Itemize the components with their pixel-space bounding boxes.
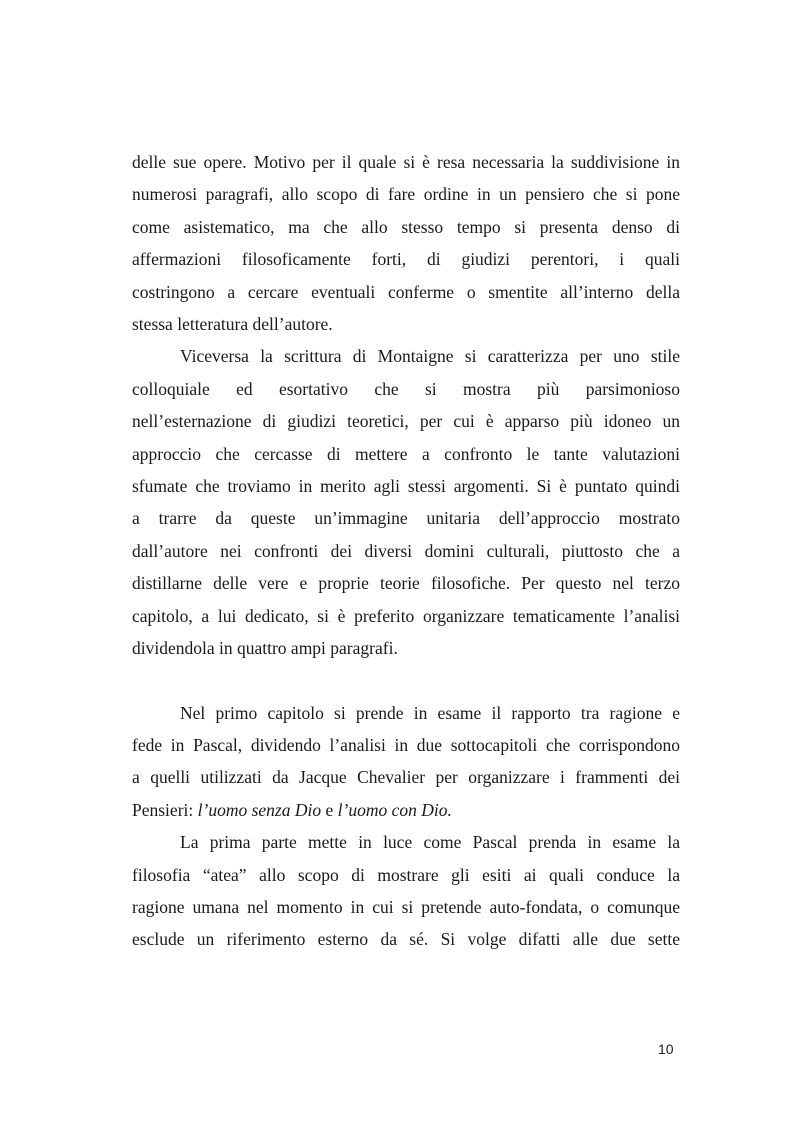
text-line: affermazioni filosoficamente forti, di giudizi perentori, i quali [132,249,680,270]
text-line: La prima parte mette in luce come Pascal prenda in esame la [180,832,680,853]
text-line: a quelli utilizzati da Jacque Chevalier per organizzare i frammenti dei [132,767,680,788]
text-line: dall’autore nei confronti dei diversi domini culturali, piuttosto che a [132,540,680,561]
text-line: filosofia “atea” allo scopo di mostrare gli esiti ai quali conduce la [132,864,680,885]
paragraph-1 [132,146,680,340]
text-segment: . [447,799,452,820]
text-line: esclude un riferimento esterno da sé. Si volge difatti alle due sette [132,929,680,950]
text-segment: e [321,799,338,820]
text-line: ragione umana nel momento in cui si pretende auto-fondata, o comunque [132,896,680,917]
text-line: stessa letteratura dell’autore. [132,314,333,335]
text-line: numerosi paragrafi, allo scopo di fare ordine in un pensiero che si pone [132,184,680,205]
text-line [132,794,680,826]
text-line: delle sue opere. Motivo per il quale si è resa necessaria la suddivisione in [132,152,680,172]
italic-title: l’uomo senza Dio [197,799,322,820]
text-line: a trarre da queste un’immagine unitaria dell’approccio mostrato [132,508,680,529]
text-line: colloquiale ed esortativo che si mostra più parsimonioso [132,378,680,399]
paragraph-4 [132,826,680,956]
paragraph-2 [132,340,680,664]
text-line: distillarne delle vere e proprie teorie filosofiche. Per questo nel terzo [132,573,680,594]
text-line: costringono a cercare eventuali conferme o smentite all’interno della [132,281,680,302]
text-line: fede in Pascal, dividendo l’analisi in due sottocapitoli che corrispondono [132,734,680,755]
text-line: sfumate che troviamo in merito agli stessi argomenti. Si è puntato quindi [132,476,680,497]
text-line: capitolo, a lui dedicato, si è preferito organizzare tematicamente l’analisi [132,605,680,626]
italic-title: l’uomo con Dio [337,799,448,820]
text-line: Viceversa la scrittura di Montaigne si caratterizza per uno stile [180,346,680,367]
text-line: come asistematico, ma che allo stesso tempo si presenta denso di [132,216,680,237]
text-line: nell’esternazione di giudizi teoretici, per cui è apparso più idoneo un [132,411,680,432]
paragraph-spacer [132,665,680,697]
text-line: approccio che cercasse di mettere a confronto le tante valutazioni [132,443,680,464]
document-body [132,146,680,956]
text-line: dividendola in quattro ampi paragrafi. [132,638,398,659]
text-segment: Pensieri: [132,799,198,820]
text-line: Nel primo capitolo si prende in esame il rapporto tra ragione e [180,702,680,723]
page-number: 10 [658,1041,674,1057]
paragraph-3 [132,697,680,827]
